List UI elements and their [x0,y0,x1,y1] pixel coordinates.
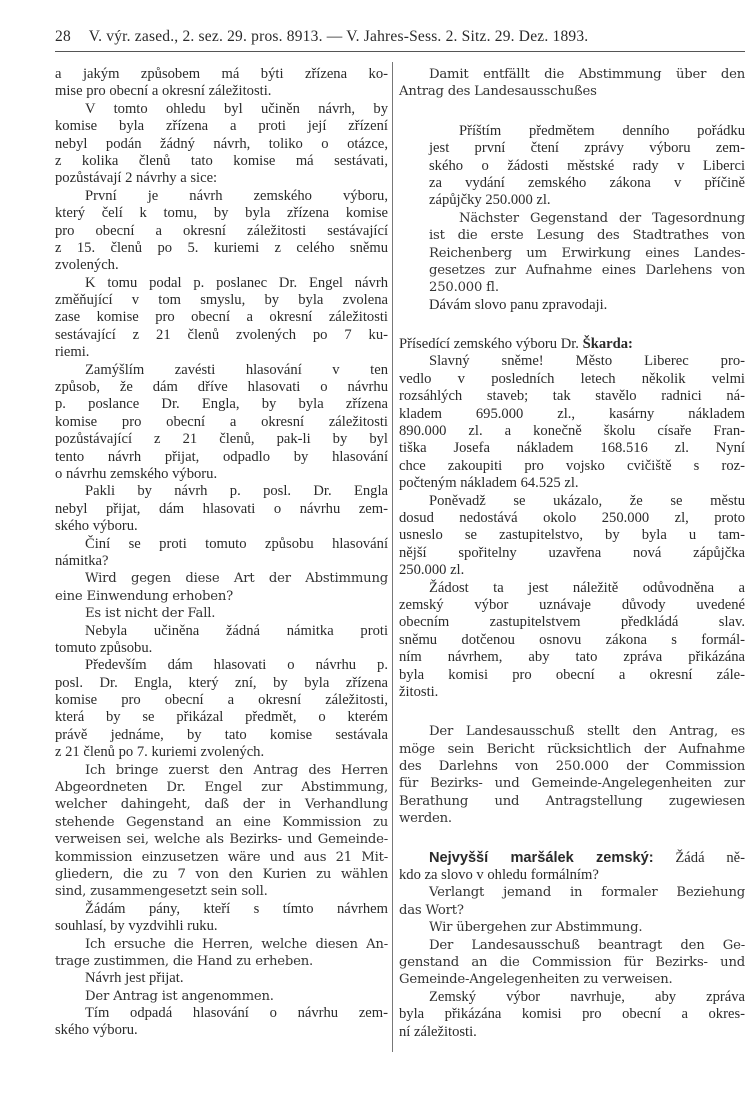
speaker-name: Škarda: [582,336,633,353]
text-line: První je návrh zemského výboru, [85,187,388,204]
text-line: nebyl podán žádný návrh, toliko o otázce, [55,135,388,152]
text-line [399,850,745,867]
text-line: ní záležitosti. [399,1023,477,1040]
text-line: Činí se proti tomuto způsobu hlasování [85,535,388,552]
text-line: byla komisi pro obecní a okresní zále- [399,666,745,683]
section [399,336,745,701]
text-line: ského výboru. [55,518,138,535]
text-line: Poněvadž se ukázalo, že se městu [429,492,745,509]
paragraph [55,66,388,101]
section [399,66,745,101]
text-line: tomuto způsobu. [55,639,153,656]
text-line: ním návrhem, aby tato zpráva přikázána [399,649,745,666]
text-line: změňující v tom smyslu, by byla zvolena [55,292,388,309]
text-line: Ich bringe zuerst den Antrag des Herren [85,762,388,778]
text-line: trage zustimmen, die Hand zu erheben. [55,953,314,969]
text-line: pro obecní a okresní záležitosti sestávající [55,222,388,239]
text-line: werden. [399,811,452,827]
speaker-name: Nejvyšší maršálek zemský: [429,849,654,866]
text-line: Návrh jest přijat. [85,970,184,987]
paragraph [55,762,388,901]
text-line: posl. Dr. Engla, který zní, by byla zřízena [55,674,388,691]
text-line: Wird gegen diese Art der Abstimmung [85,571,388,587]
text-line: právě jednáme, by tato komise sestávala [55,726,388,743]
text-line: z 21 členů po 7. kuriemi zvolených. [55,744,265,761]
text-line: kladem 695.000 zl., kasárny nákladem [399,405,745,422]
paragraph [55,605,388,622]
text-line: tento návrh přijat, odpadlo by hlasování [55,448,388,465]
text-line: Damit entfällt die Abstimmung über den [429,67,745,82]
text-line: sněmu dotčenou osnovu zákona s formál- [399,631,745,648]
header-rule [55,51,745,52]
text-line: welcher dahingeht, daß der in Verhandlung [55,797,388,813]
line-text: Žádá ně- [653,849,745,866]
text-line: z kolika členů tato komise má sestávati, [55,152,388,169]
text-line: 250.000 zl. [399,562,465,579]
text-line: souhlasí, by vyzdvihli ruku. [55,918,218,935]
text-line: pozůstávají 2 návrhy a sice: [55,170,218,187]
text-line: Der Landesausschuß beantragt den Ge- [429,937,745,953]
text-line: zápůjčky 250.000 zl. [429,192,551,209]
paragraph [399,919,745,936]
text-line: Reichenberg um Erwirkung eines Landes- [429,245,745,261]
text-line: 890.000 zl. a konečně školu císaře Fran- [399,423,745,440]
text-line: V tomto ohledu byl učiněn návrh, by [85,100,388,117]
right-column [399,66,745,1063]
text-line: usneslo se zastupitelstvo, by byla u tam- [399,527,745,544]
text-line: das Wort? [399,902,464,918]
paragraph [399,493,745,580]
text-line: rozsáhlých staveb; tak stavělo radnici ná- [399,388,745,405]
text-line: eine Einwendung erhoben? [55,588,234,604]
text-line: p. poslance Dr. Engla, by byla zřízena [55,396,388,413]
paragraph [55,901,388,936]
text-line: sestávající z 21 členů zvolených po 7 ku- [55,326,388,343]
text-line: stehende Gegenstand an eine Kommission zu [55,814,388,830]
paragraph [55,970,388,987]
text-line: Zamýšlím zavésti hlasování v ten [85,361,388,378]
text-line: který čelí k tomu, by byla zřízena komise [55,205,388,222]
text-line: sind, zusammengesetzt sein soll. [55,884,268,900]
text-line: Tím odpadá hlasování o návrhu zem- [85,1005,388,1022]
text-line: Abgeordneten Dr. Engel zur Abstimmung, [55,780,388,796]
text-line: počteným nákladem 64.525 zl. [399,475,579,492]
running-title: V. výr. zased., 2. sez. 29. pros. 8913. — V. Jahres-Sess. 2. Sitz. 29. Dez. 1893. [88,28,589,45]
paragraph [429,123,745,210]
text-line: Ich ersuche die Herren, welche diesen An- [85,936,388,952]
text-line: za vydání zemského zákona v příčině [429,174,745,191]
text-line: mise pro obecní a okresní záležitosti. [55,83,272,100]
paragraph [399,937,745,989]
text-line: Nebyla učiněna žádná námitka proti [85,622,388,639]
text-line: a jakým způsobem má býti zřízena ko- [55,66,388,82]
text-line: Žádost ta jest náležitě odůvodněna a [429,579,745,596]
text-line: für Bezirks- und Gemeinde-Angelegenheiten zur [399,776,745,792]
text-line: která by se přikázal předmět, o kterém [55,709,388,726]
text-line: pozůstávající z 21 členů, pak-li by byl [55,431,388,448]
section [55,66,388,1040]
paragraph [55,988,388,1005]
text-line: Berathung und Antragstellung zugewiesen [399,793,745,809]
text-line: möge sein Bericht rücksichtlich der Aufnahme [399,741,745,757]
text-line: Es ist nicht der Fall. [85,606,216,622]
text-line: námitka? [55,552,109,569]
text-line: riemi. [55,344,90,361]
text-line: gesetzes zur Aufnahme eines Darlehens von [429,262,745,278]
text-line: byla přikázána komisi pro obecní a okres- [399,1006,745,1023]
text-line: zvolených. [55,257,119,274]
text-line: Dávám slovo panu zpravodaji. [429,296,608,313]
paragraph [55,362,388,484]
paragraph [55,536,388,571]
text-line: z 15. členů po 5. kuriemi z celého sněmu [55,239,388,256]
text-line: komise pro obecní a okresní záležitosti, [55,692,388,709]
text-line: Gemeinde-Angelegenheiten zu verweisen. [399,972,673,988]
text-line: Žádám pány, kteří s tímto návrhem [85,900,388,917]
text-line: chce zakoupiti pro vojsko cvičiště s roz- [399,457,745,474]
paragraph [399,353,745,492]
text-line: komise pro obecní a okresní záležitosti [55,413,388,430]
text-line: K tomu podal p. poslanec Dr. Engel návrh [85,274,388,291]
text-line: Wir übergehen zur Abstimmung. [429,920,643,936]
text-line: Slavný sněme! Město Liberec pro- [429,353,745,370]
text-line: verweisen sei, welche als Bezirks- und Gemeinde- [55,832,388,848]
paragraph [399,723,745,827]
text-line: Především dám hlasovati o návrhu p. [85,657,388,674]
paragraph [399,580,745,702]
text-line: gliedern, die zu 7 von den Kurien zu wählen [55,866,388,882]
text-line: genstand an die Commission für Bezirks- und [399,954,745,970]
text-line: des Darlehns von 250.000 der Commission [399,759,745,775]
paragraph [55,101,388,188]
column-divider [392,62,393,1052]
paragraph [399,884,745,919]
paragraph [399,989,745,1041]
text-line: nější spořitelny uzavřena nová zápůjčka [399,544,745,561]
text-line: kdo za slovo v ohledu formálním? [399,867,599,884]
paragraph [399,850,745,885]
text-line: Antrag des Landesausschußes [399,84,597,100]
paragraph [55,275,388,362]
paragraph [55,483,388,535]
paragraph [55,570,388,605]
page-number: 28 [55,28,71,45]
paragraph [55,1005,388,1040]
text-line: o návrhu zemského výboru. [55,465,218,482]
text-line: zemský výbor uznávaje důvody uvedené [399,596,745,613]
text-line: komise byla zřízena a proti její zřízení [55,118,388,135]
text-line: Zemský výbor navrhuje, aby zpráva [429,988,745,1005]
paragraph [55,623,388,658]
section [429,123,745,314]
section [399,850,745,1041]
text-line: žitosti. [399,683,439,700]
text-line: Nächster Gegenstand der Tagesordnung [459,210,745,226]
section [399,723,745,827]
text-line: způsob, že dám dříve hlasovati o návrhu [55,379,388,396]
left-column [55,66,388,1062]
text-line: Verlangt jemand in formaler Beziehung [429,885,745,901]
running-header [55,28,745,46]
text-line: Der Antrag ist angenommen. [85,988,274,1004]
text-line: vedlo v posledních letech několik velmi [399,370,745,387]
text-line: ského výboru. [55,1022,138,1039]
text-line: ského o žádosti městské rady v Liberci [429,157,745,174]
paragraph [429,210,745,297]
paragraph [55,657,388,761]
text-line: dosud nedostává okolo 250.000 zl, proto [399,509,745,526]
paragraph [55,188,388,275]
paragraph [55,936,388,971]
speaker-title: Přísedící zemského výboru Dr. [399,336,583,353]
paragraph [399,336,745,353]
text-line: ist die erste Lesung des Stadtrathes von [429,228,745,244]
text-line: obecním zastupitelstvem předkládá slav. [399,614,745,631]
speaker-line [399,336,745,353]
text-line: tiška Josefa nákladem 168.516 zl. Nyní [399,440,745,457]
text-line: zase komise pro obecní a okresní záležitosti [55,309,388,326]
paragraph [399,66,745,101]
text-line: Příštím předmětem denního pořádku [459,122,745,139]
text-line: 250.000 fl. [429,280,499,296]
text-line: Der Landesausschuß stellt den Antrag, es [429,724,745,740]
text-line: jest první čtení zprávy výboru zem- [429,140,745,157]
text-line: nebyl přijat, dám hlasovati o návrhu zem- [55,500,388,517]
text-line: kommission einzusetzen wäre und aus 21 Mit- [55,849,388,865]
paragraph [429,297,745,314]
text-line: Pakli by návrh p. posl. Dr. Engla [85,483,388,500]
